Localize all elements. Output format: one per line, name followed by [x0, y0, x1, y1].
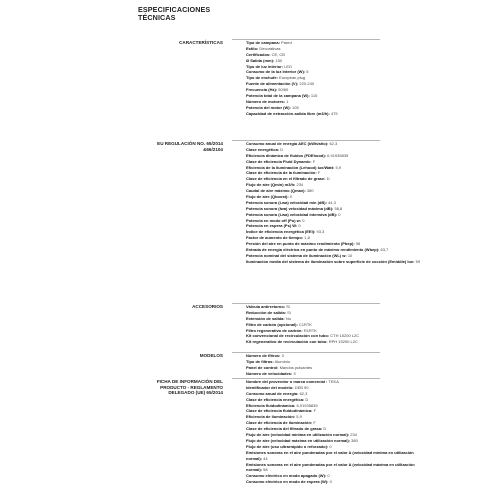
spec-value: 3	[293, 370, 296, 376]
spec-key: Tipo de enchufe:	[246, 75, 278, 81]
spec-value: Pared	[281, 40, 292, 45]
spec-key: Kit convencional de recirculación con tubo:	[246, 333, 330, 339]
spec-key: Presión del aire en punto de máximo rendimiento (Pbep):	[246, 241, 355, 247]
spec-key: Clase de eficiencia Fluid Dynamic:	[246, 158, 312, 164]
spec-key: Tipo de filtros:	[246, 358, 274, 364]
spec-value: F	[317, 170, 321, 176]
section-label-line: ACCESORIOS	[192, 304, 223, 309]
spec-value: Sí	[287, 309, 291, 315]
spec-value: 5,9	[296, 414, 302, 420]
spec-value: D	[323, 426, 327, 432]
spec-value: 105	[292, 104, 299, 110]
spec-key: Potencia sonora (Lwa) velocidad min (dB):	[246, 199, 327, 205]
spec-value: R1RTK	[303, 327, 317, 333]
spec-key: Certificados:	[246, 51, 271, 57]
section-label-line: EU REGULACIÓN NO. 65/2014	[157, 141, 223, 146]
spec-value: 0	[329, 479, 332, 485]
spec-key: Válvula antirretorno:	[246, 304, 286, 309]
spec-value: D	[305, 396, 309, 402]
spec-value: 0	[327, 473, 330, 479]
spec-key: Potencia nominal del sistema de iluminación (WL) w:	[246, 252, 347, 258]
page-title	[138, 6, 358, 22]
spec-key: Eficiencia dinámica de fluidos (FDEhood):	[246, 152, 327, 158]
spec-row	[246, 450, 426, 462]
spec-value: 150	[275, 57, 283, 63]
spec-row	[246, 371, 496, 377]
spec-value: TEKA	[328, 379, 339, 384]
spec-value: 220-240	[299, 81, 315, 87]
spec-key: Extensión de salida:	[246, 315, 285, 321]
spec-key: Potencia sonora (Lwa) velocidad intensiva (dB):	[246, 211, 338, 217]
spec-row	[246, 462, 426, 474]
spec-key: Nombre del proveedor o marca comercial :	[246, 379, 328, 384]
spec-key: Fuente de alimentación (V):	[246, 81, 299, 87]
spec-value: 58,8	[334, 205, 343, 211]
spec-key: Potencia en espera (Ps) W:	[246, 223, 298, 229]
page-title-line2: TÉCNICAS	[138, 13, 176, 22]
section-label	[118, 379, 223, 396]
spec-value: 44	[263, 455, 268, 461]
spec-rows	[246, 353, 496, 377]
spec-value: 3	[281, 353, 284, 358]
spec-value: 63,7	[380, 247, 389, 253]
spec-value: D	[280, 146, 284, 152]
spec-value: 115	[310, 93, 318, 99]
spec-key: Filtro de carbón (opcional):	[246, 321, 298, 327]
spec-value: F	[312, 158, 316, 164]
spec-value: F	[313, 420, 316, 426]
spec-key: Caudal de aire máximo (Qmax):	[246, 188, 306, 194]
spec-key: Potencia total de la campana (W):	[246, 93, 310, 99]
spec-key: Clase energética:	[246, 146, 280, 152]
spec-key: Flujo de aire (Qboost):	[246, 194, 289, 200]
spec-value: 5,9	[335, 164, 341, 170]
spec-key: Tipo de luz interior:	[246, 63, 284, 69]
spec-value: D	[326, 176, 330, 182]
spec-row	[246, 479, 496, 485]
spec-value: DEB 90	[294, 384, 309, 390]
spec-value: 62,3	[299, 390, 308, 396]
spec-key: Flujo de aire (velocidad mínima en utilización normal):	[246, 432, 350, 438]
section-label-line: DELEGADO (UE) 65/2014	[168, 390, 223, 396]
spec-key: Eficiencia fluidodinámica:	[246, 402, 296, 408]
spec-value: C1RTK	[298, 321, 312, 327]
spec-value: 234	[296, 182, 304, 188]
spec-key: Clase de eficiencia de iluminación:	[246, 420, 313, 426]
spec-value: 0	[298, 223, 301, 229]
spec-value: 475	[330, 110, 338, 116]
spec-value: No	[285, 315, 291, 321]
section-label	[118, 304, 223, 310]
section-label-line: CARACTERÍSTICAS	[179, 40, 223, 45]
spec-value: 98	[355, 241, 361, 247]
spec-value: LED	[284, 63, 292, 69]
spec-key: Número de velocidades:	[246, 370, 293, 376]
spec-key: Potencia del motor (W):	[246, 104, 291, 110]
spec-row	[246, 111, 496, 117]
spec-value: 50/60	[278, 87, 289, 93]
spec-value: 0	[338, 211, 341, 217]
spec-value: 59	[415, 258, 421, 264]
spec-value: Aluminio	[274, 358, 290, 364]
section-label-line: MODELOS	[199, 353, 223, 358]
spec-key: Emisiones sonoras en el aire ponderadas por el valor A (velocidad mínima en utilización normal):	[246, 449, 414, 461]
spec-value: 5	[306, 69, 309, 75]
spec-key: Consumo de la luz interior (W):	[246, 69, 306, 75]
spec-key: Iluminación media del sistema de iluminación sobre superficie de cocción (Emiddle) lux:	[246, 258, 415, 264]
spec-value: 0	[329, 443, 332, 449]
spec-key: Potencia sonora (lwa) velocidad máxima (dB):	[246, 205, 334, 211]
spec-value: 0	[289, 194, 293, 200]
spec-value: 10	[347, 252, 353, 258]
spec-key: Filtro regenerativo de carbón:	[246, 327, 303, 333]
spec-key: Clase de eficiencia en el filtrado de grase:	[246, 176, 326, 182]
spec-value: 0	[302, 217, 305, 223]
spec-rows	[246, 304, 496, 345]
spec-rows	[246, 40, 496, 117]
spec-key: Consumo eléctrico en modo de espera (W):	[246, 479, 329, 485]
spec-key: Clase de eficiencia fluidodinámica:	[246, 408, 313, 414]
spec-rows	[246, 379, 496, 485]
spec-key: Consumo eléctrico en modo apagado (W):	[246, 473, 327, 479]
section-label-line: FICHA DE INFORMACIÓN DEL	[156, 379, 223, 384]
spec-value: European plug	[279, 75, 306, 81]
spec-key: Ø Salida (mm):	[246, 57, 275, 63]
spec-key: Flujo de aire (uso ultrarrápido o reforzado):	[246, 443, 329, 449]
spec-key: Entrada de energía eléctrica en punto de máximo rendimiento (Wbep):	[246, 247, 380, 253]
spec-key: Flujo de aire (Qmin) m3/h:	[246, 182, 296, 188]
spec-value: Sí	[286, 304, 291, 309]
spec-value: 1,8	[304, 235, 310, 241]
spec-value: 93,3	[316, 229, 325, 235]
spec-key: Frecuencia (Hz):	[246, 87, 278, 93]
spec-key: Emisiones sonoras en el aire ponderadas por el valor A (velocidad máxima en utilización normal):	[246, 461, 415, 473]
spec-key: Clase de eficiencia del filtrado de grasa:	[246, 426, 323, 432]
section-label-line: &66/2104	[203, 146, 223, 152]
spec-value: 234	[350, 432, 357, 438]
spec-value: F	[313, 408, 317, 414]
spec-key: Flujo de aire (velocidad máxima en utilización normal):	[246, 437, 351, 443]
spec-key: Clase de eficiencia energética:	[246, 396, 305, 402]
section-label-line: PRODUCTO - REGLAMENTO	[160, 384, 223, 390]
spec-key: Kit regenerativo de recirculación con tubo:	[246, 339, 328, 345]
spec-value: 44,3	[328, 199, 336, 205]
spec-value: Decorativas	[259, 45, 281, 51]
spec-value: 6,91935839	[296, 402, 318, 408]
spec-value: 1	[286, 98, 289, 104]
spec-value: CE, CB	[271, 51, 285, 57]
spec-key: Potencia en modo off (Po) w:	[246, 217, 302, 223]
spec-key: Clase de eficiencia de la iluminación:	[246, 170, 317, 176]
spec-key: Identificador del modelo:	[246, 384, 294, 390]
spec-value: CTH 15200 L2C	[330, 333, 360, 339]
spec-row	[246, 259, 426, 265]
spec-key: Número de filtros:	[246, 353, 281, 358]
page-title-line1: ESPECIFICACIONES	[138, 5, 211, 14]
spec-key: Panel de control:	[246, 364, 279, 370]
spec-key: Consumo anual de energía AEC (kWh/año):	[246, 141, 329, 146]
spec-value: RPH 15200 L2C	[328, 339, 358, 345]
spec-key: Factor de aumento de tiempo:	[246, 235, 304, 241]
spec-value: 58	[263, 467, 268, 473]
spec-key: Consumo anual de energía:	[246, 390, 299, 396]
spec-value: Mandos pulsantes	[279, 364, 313, 370]
section-label	[118, 141, 223, 152]
section-label	[118, 40, 223, 46]
spec-key: Capacidad de extracción-salida libre (m3/h):	[246, 110, 330, 116]
spec-key: Eficiencia de iluminación:	[246, 414, 296, 420]
spec-key: Número de motores:	[246, 98, 286, 104]
section-label	[118, 353, 223, 359]
spec-key: Eficiencia de la iluminación (Lehood) lux/Watt:	[246, 164, 335, 170]
spec-value: 380	[351, 437, 358, 443]
spec-value: 62,3	[329, 141, 338, 146]
spec-key: Reducción de salida:	[246, 309, 287, 315]
spec-key: Estilo:	[246, 45, 259, 51]
spec-row	[246, 339, 496, 345]
spec-value: 6,91935839	[327, 152, 349, 158]
spec-key: Tipo de campana:	[246, 40, 280, 45]
spec-value: 380	[306, 188, 314, 194]
spec-rows	[246, 141, 496, 265]
spec-key: Índice de eficiencia energética (EEI):	[246, 229, 316, 235]
